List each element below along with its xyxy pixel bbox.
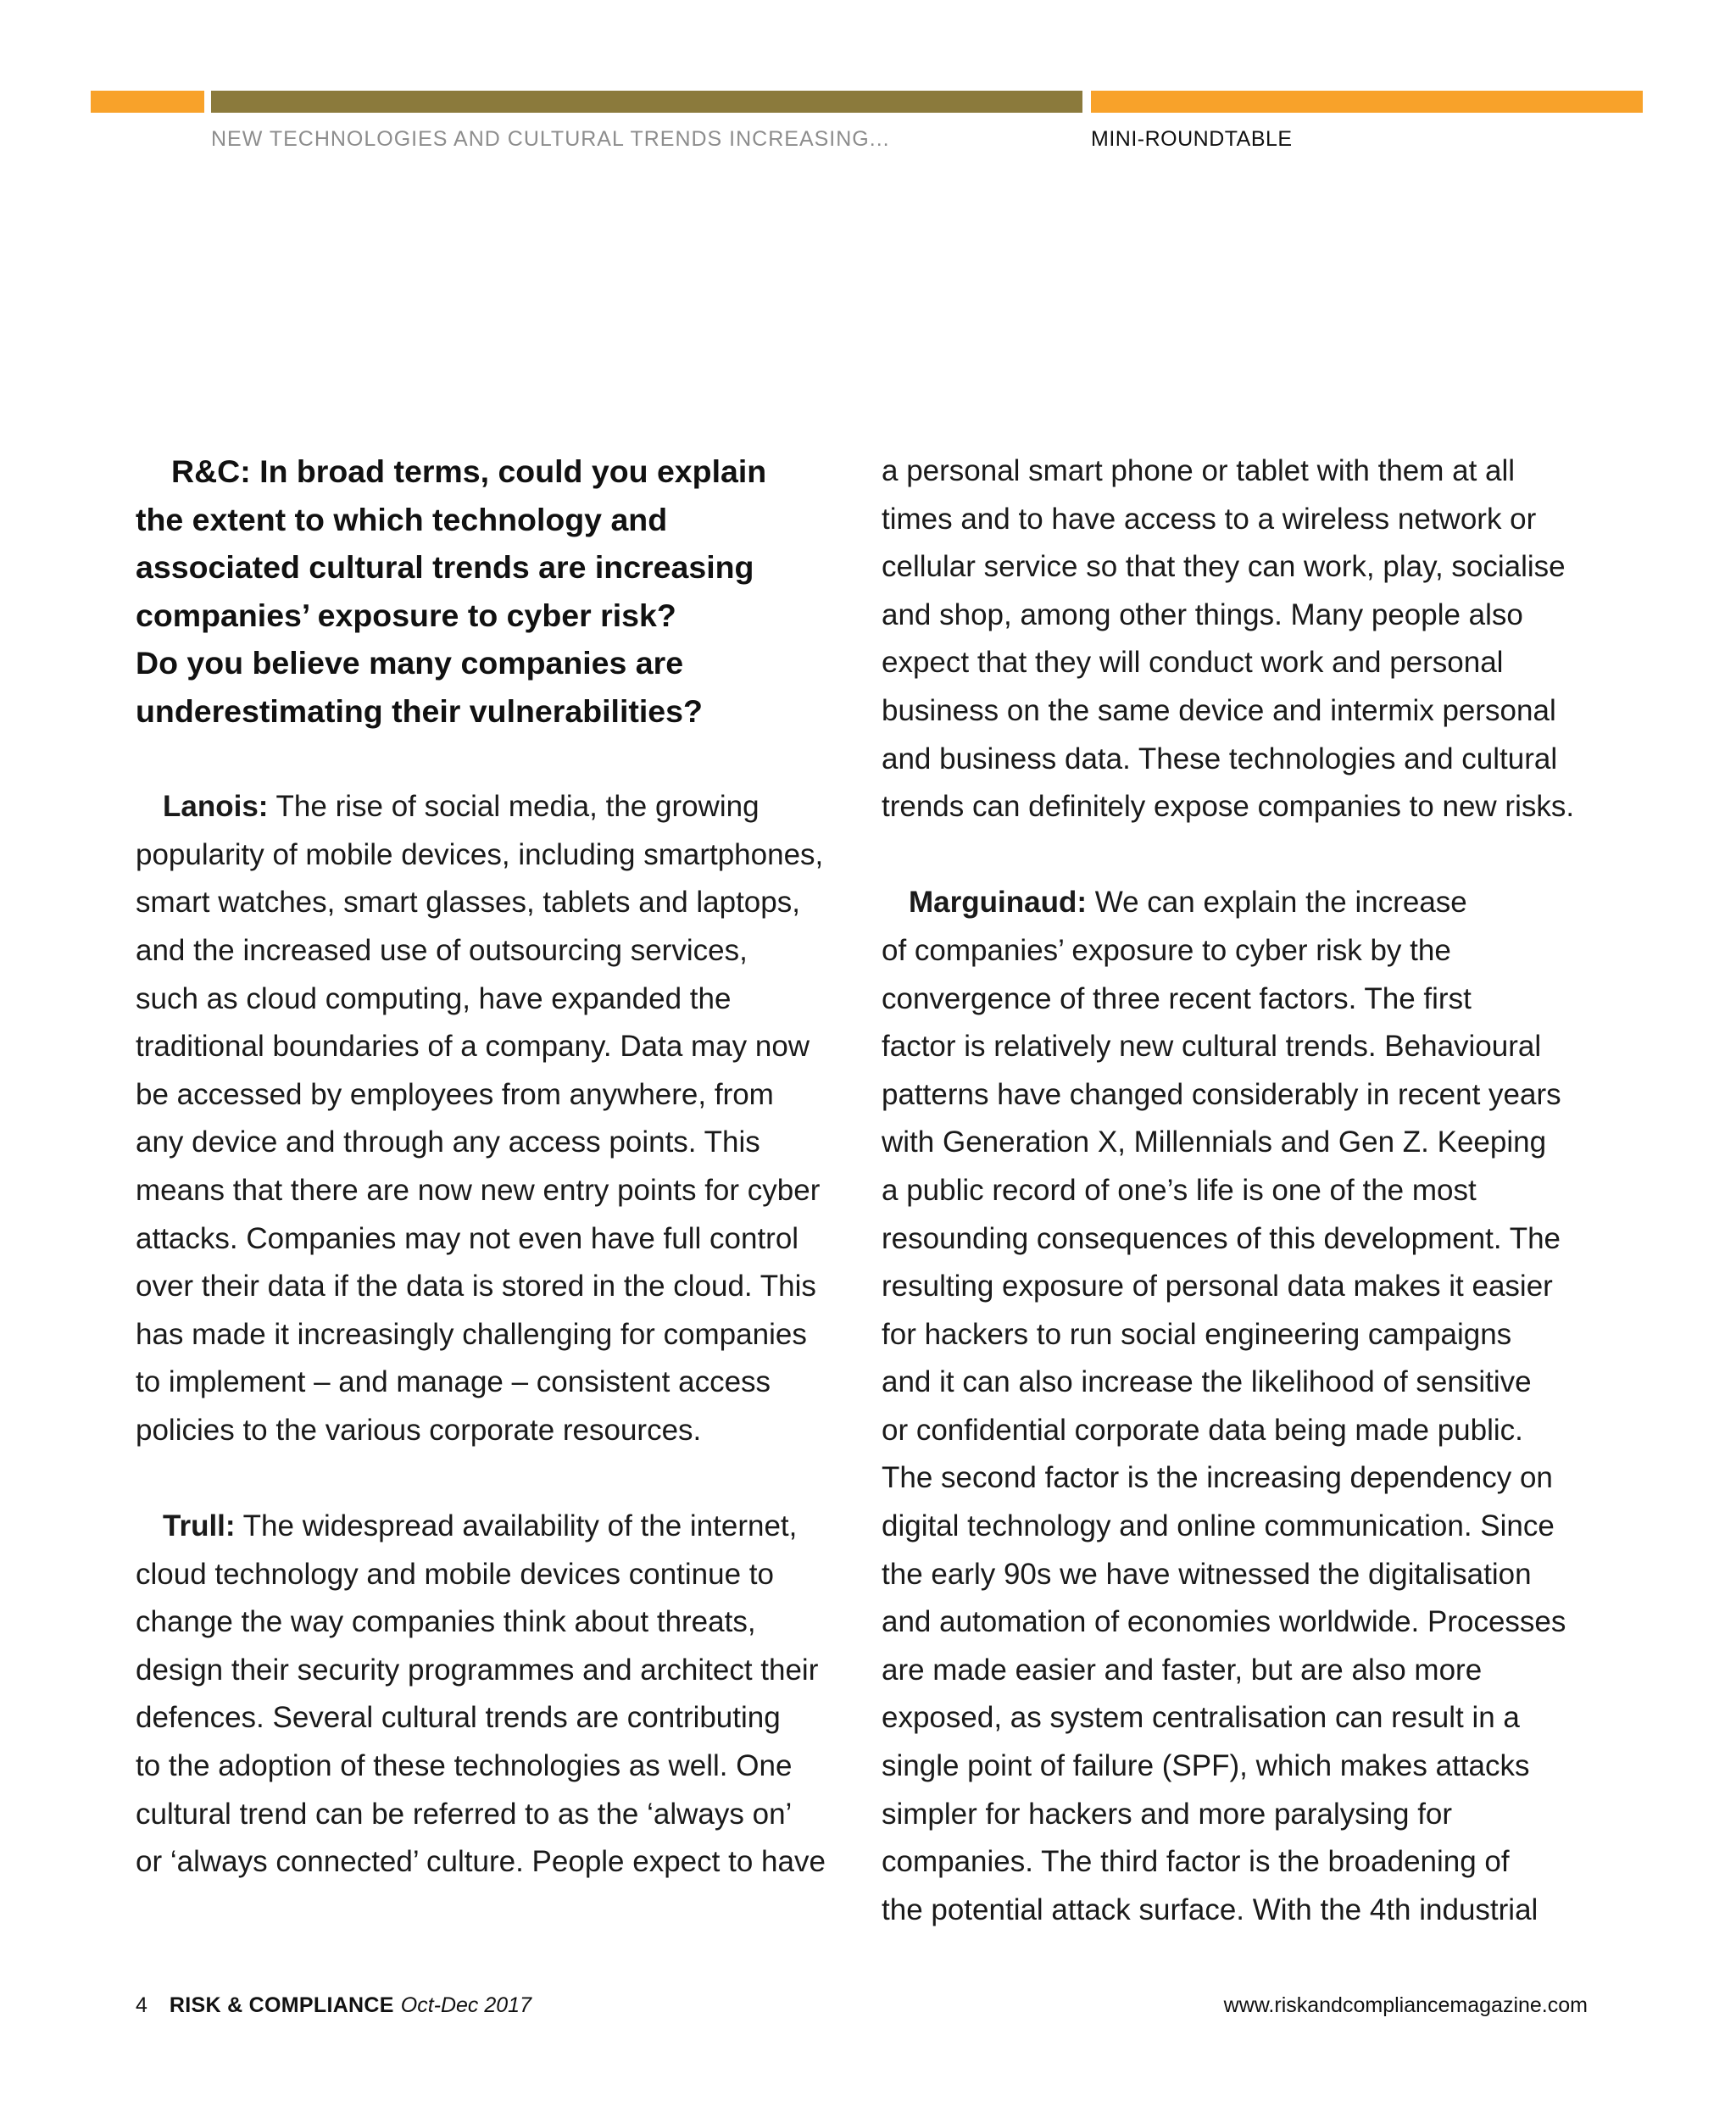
answer-line: over their data if the data is stored in the cloud. This <box>136 1270 816 1303</box>
website-link[interactable]: www.riskandcompliancemagazine.com <box>1223 1993 1588 2017</box>
left-column <box>136 447 899 1887</box>
answer-line: any device and through any access points. This <box>136 1126 760 1159</box>
issue-date: Oct-Dec 2017 <box>400 1993 531 2017</box>
answer-line: a public record of one’s life is one of the most <box>882 1173 1477 1207</box>
header-accent-bar-right <box>1091 91 1643 113</box>
answer-line: change the way companies think about threats, <box>136 1605 756 1639</box>
answer-line: We can explain the increase <box>1086 886 1467 920</box>
answer-line: for hackers to run social engineering campaigns <box>882 1317 1512 1351</box>
question-line: companies’ exposure to cyber risk? <box>136 597 676 633</box>
answer-line: or confidential corporate data being made public. <box>882 1413 1523 1447</box>
question-line: R&C: In broad terms, could you explain <box>171 453 767 489</box>
answer-line: and the increased use of outsourcing services, <box>136 933 748 967</box>
answer-line: patterns have changed considerably in recent years <box>882 1077 1561 1111</box>
answer-line: The widespread availability of the internet, <box>235 1509 798 1543</box>
answer-line: traditional boundaries of a company. Data may now <box>136 1030 810 1064</box>
answer-line: convergence of three recent factors. The first <box>882 981 1472 1015</box>
header-accent-bar-middle <box>211 91 1082 113</box>
footer-publication <box>136 1993 531 2018</box>
answer-line: cultural trend can be referred to as the ‘always on’ <box>136 1797 793 1831</box>
answer-line: defences. Several cultural trends are contributing <box>136 1701 781 1735</box>
answer-line: popularity of mobile devices, including smartphones, <box>136 837 824 871</box>
answer-line: trends can definitely expose companies to new risks. <box>882 790 1575 824</box>
answer-trull <box>136 1503 899 1887</box>
answer-line: means that there are now new entry points for cyber <box>136 1173 821 1207</box>
question-line: the extent to which technology and <box>136 501 668 537</box>
answer-line: cloud technology and mobile devices continue to <box>136 1557 774 1591</box>
speaker-name: Lanois: <box>163 790 269 824</box>
question-rc <box>136 447 899 736</box>
answer-line: resounding consequences of this development. The <box>882 1221 1561 1255</box>
question-line: underestimating their vulnerabilities? <box>136 692 703 729</box>
answer-line: and automation of economies worldwide. Processes <box>882 1605 1566 1639</box>
answer-line: cellular service so that they can work, play, socialise <box>882 550 1566 584</box>
answer-line: to implement – and manage – consistent access <box>136 1365 771 1399</box>
speaker-name: Marguinaud: <box>909 886 1087 920</box>
answer-line: companies. The third factor is the broadening of <box>882 1845 1510 1879</box>
answer-line: such as cloud computing, have expanded the <box>136 981 732 1015</box>
answer-line: attacks. Companies may not even have full control <box>136 1221 799 1255</box>
answer-line: resulting exposure of personal data makes it easier <box>882 1270 1553 1303</box>
section-label: MINI-ROUNDTABLE <box>1091 127 1293 151</box>
running-title: NEW TECHNOLOGIES AND CULTURAL TRENDS INCREASING... <box>211 127 890 151</box>
answer-line: with Generation X, Millennials and Gen Z. Keeping <box>882 1126 1547 1159</box>
answer-line: smart watches, smart glasses, tablets and laptops, <box>136 886 800 920</box>
answer-line: factor is relatively new cultural trends. Behavioural <box>882 1030 1542 1064</box>
answer-lanois <box>136 783 899 1454</box>
speaker-name: Trull: <box>163 1509 236 1543</box>
answer-line: the early 90s we have witnessed the digitalisation <box>882 1557 1532 1591</box>
answer-line: a personal smart phone or tablet with them at all <box>882 454 1516 487</box>
answer-marguinaud <box>882 879 1628 1934</box>
answer-line: or ‘always connected’ culture. People expect to have <box>136 1845 826 1879</box>
answer-line: be accessed by employees from anywhere, from <box>136 1077 774 1111</box>
answer-line: design their security programmes and architect their <box>136 1653 819 1687</box>
header-accent-bar-left <box>91 91 204 113</box>
answer-line: has made it increasingly challenging for companies <box>136 1317 807 1351</box>
answer-line: to the adoption of these technologies as well. One <box>136 1749 793 1783</box>
question-line: Do you believe many companies are <box>136 645 684 681</box>
right-column <box>882 447 1628 1934</box>
publication-name: RISK & COMPLIANCE <box>169 1993 394 2017</box>
answer-line: exposed, as system centralisation can result in a <box>882 1701 1520 1735</box>
answer-line: The second factor is the increasing dependency on <box>882 1461 1553 1495</box>
page-number: 4 <box>136 1993 147 2017</box>
answer-line: and business data. These technologies and cultural <box>882 742 1558 775</box>
answer-line: and shop, among other things. Many people also <box>882 598 1523 631</box>
answer-line: the potential attack surface. With the 4th industrial <box>882 1893 1538 1926</box>
answer-trull-continued <box>882 447 1628 831</box>
answer-line: business on the same device and intermix personal <box>882 693 1556 727</box>
answer-line: times and to have access to a wireless network or <box>882 502 1537 536</box>
answer-line: policies to the various corporate resources. <box>136 1413 702 1447</box>
answer-line: single point of failure (SPF), which makes attacks <box>882 1749 1530 1783</box>
question-line: associated cultural trends are increasing <box>136 549 754 586</box>
answer-line: digital technology and online communication. Since <box>882 1509 1555 1543</box>
answer-line: are made easier and faster, but are also more <box>882 1653 1483 1687</box>
answer-line: of companies’ exposure to cyber risk by the <box>882 933 1451 967</box>
answer-line: and it can also increase the likelihood of sensitive <box>882 1365 1532 1399</box>
answer-line: expect that they will conduct work and personal <box>882 646 1504 680</box>
answer-line: The rise of social media, the growing <box>268 790 760 824</box>
answer-line: simpler for hackers and more paralysing for <box>882 1797 1453 1831</box>
